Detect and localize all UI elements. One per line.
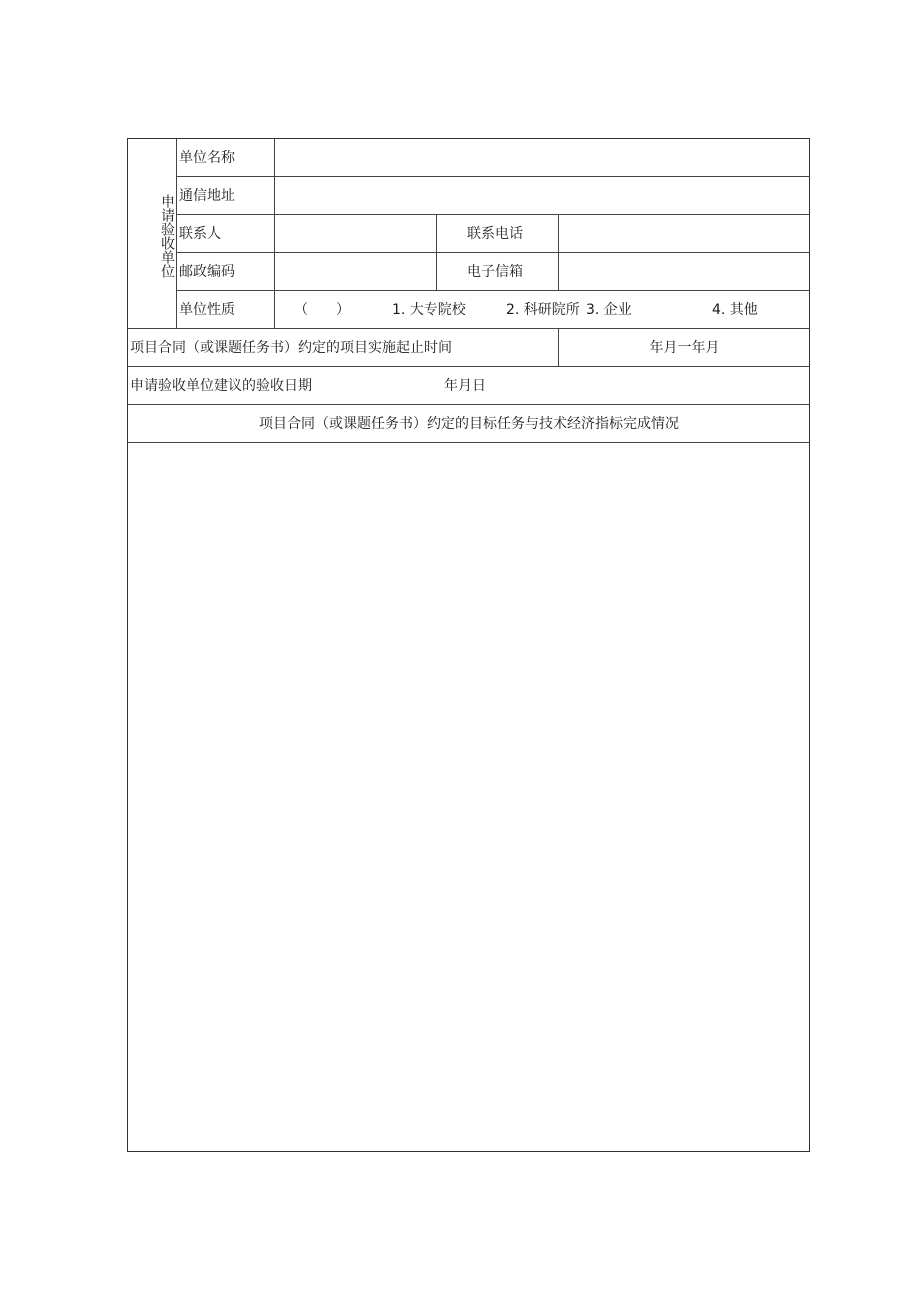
completion-section-title: 项目合同（或课题任务书）约定的目标任务与技术经济指标完成情况 <box>259 416 679 432</box>
column-divider <box>176 139 177 329</box>
nature-option-research-institute: 2. 科研院所 <box>506 302 580 318</box>
address-label: 通信地址 <box>179 188 235 204</box>
unit-nature-label: 单位性质 <box>179 302 235 318</box>
phone-label: 联系电话 <box>467 226 523 242</box>
row-divider <box>128 328 810 329</box>
column-divider <box>436 214 437 291</box>
unit-name-label: 单位名称 <box>179 150 235 166</box>
nature-option-other: 4. 其他 <box>712 302 758 318</box>
row-divider <box>176 290 810 291</box>
project-period-value[interactable]: 年月一年月 <box>649 340 720 356</box>
contact-person-label: 联系人 <box>179 226 221 242</box>
nature-option-enterprise: 3. 企业 <box>586 302 632 318</box>
email-label: 电子信箱 <box>467 264 523 280</box>
completion-content-area[interactable] <box>129 443 809 1151</box>
suggested-date-value[interactable]: 年月日 <box>444 378 486 394</box>
suggested-date-label: 申请验收单位建议的验收日期 <box>130 378 312 394</box>
unit-name-field[interactable] <box>275 140 810 176</box>
unit-nature-choice-field[interactable]: （ ） <box>294 302 350 318</box>
project-period-label: 项目合同（或课题任务书）约定的项目实施起止时间 <box>130 340 452 356</box>
email-field[interactable] <box>559 253 810 289</box>
nature-option-university: 1. 大专院校 <box>392 302 466 318</box>
contact-person-field[interactable] <box>275 215 436 251</box>
row-divider <box>128 404 810 405</box>
applicant-unit-group-label: 申请验收单位 <box>159 194 175 278</box>
address-field[interactable] <box>275 177 810 213</box>
postcode-label: 邮政编码 <box>179 264 235 280</box>
postcode-field[interactable] <box>275 253 436 289</box>
acceptance-application-form <box>127 138 810 1152</box>
phone-field[interactable] <box>559 215 810 251</box>
row-divider <box>128 366 810 367</box>
